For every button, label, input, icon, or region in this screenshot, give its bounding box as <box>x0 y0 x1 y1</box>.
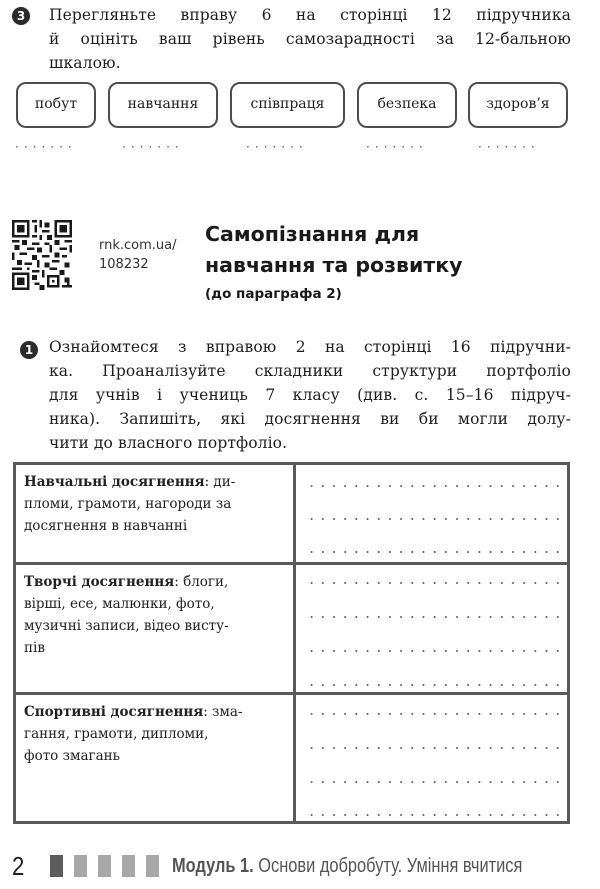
category-chip-navchannia: навчання <box>108 82 218 128</box>
task-number-badge: 3 <box>12 7 30 25</box>
section-title-line1: Самопізнання для <box>205 222 420 246</box>
answer-line[interactable] <box>306 551 559 553</box>
task-1-text <box>49 335 571 455</box>
score-blank-spivpratsia[interactable]: ······· <box>246 140 308 154</box>
task-3-line: й оцініть ваш рівень самозарадності за 12-бальною <box>49 30 571 48</box>
category-desc: фото змагань <box>24 748 120 764</box>
progress-square <box>146 855 159 877</box>
page-footer <box>12 851 599 881</box>
answer-line[interactable] <box>306 747 559 749</box>
category-desc: пів <box>24 640 45 656</box>
table-row <box>16 465 567 562</box>
achievement-category-cell <box>16 465 296 562</box>
answer-line[interactable] <box>306 485 559 487</box>
progress-square <box>122 855 135 877</box>
category-chip-zdorovia: здоров’я <box>468 82 568 128</box>
achievements-table <box>13 462 570 824</box>
category-desc: пломи, грамоти, нагороди за <box>24 496 232 512</box>
module-label: Модуль 1. <box>172 854 254 877</box>
resource-link-line2[interactable]: 108232 <box>99 257 149 272</box>
task-1-line: для учнів і учениць 7 класу (див. с. 15–16 підруч- <box>49 386 571 404</box>
answer-line[interactable] <box>306 814 559 816</box>
answer-cell[interactable] <box>296 695 567 821</box>
achievement-category-cell <box>16 695 296 821</box>
category-desc: : блоги, <box>174 574 229 590</box>
score-blank-pobut[interactable]: ······· <box>15 140 77 154</box>
task-3-text <box>49 3 571 75</box>
category-desc: : ди- <box>204 474 236 490</box>
table-row <box>16 692 567 821</box>
answer-line[interactable] <box>306 713 559 715</box>
module-caption <box>172 855 522 878</box>
category-label: Навчальні досягнення <box>24 474 205 490</box>
answer-line[interactable] <box>306 616 559 618</box>
answer-line[interactable] <box>306 518 559 520</box>
category-desc: гання, грамоти, дипломи, <box>24 726 209 742</box>
answer-cell[interactable] <box>296 565 567 692</box>
answer-cell[interactable] <box>296 465 567 562</box>
progress-square-active <box>50 855 63 877</box>
qr-code-icon[interactable] <box>12 220 72 290</box>
category-chip-pobut: побут <box>16 82 96 128</box>
category-desc: досягнення в навчанні <box>24 518 188 534</box>
category-chip-bezpeka: безпека <box>357 82 457 128</box>
section-title-line2: навчання та розвитку <box>205 253 463 277</box>
progress-square <box>98 855 111 877</box>
module-title: Основи добробуту. Уміння вчитися <box>258 854 523 877</box>
page-number: 2 <box>12 850 25 881</box>
answer-line[interactable] <box>306 582 559 584</box>
task-3-line: Перегляньте вправу 6 на сторінці 12 підручника <box>49 6 571 24</box>
category-desc: музичні записи, відео висту- <box>24 618 229 634</box>
score-blank-zdorovia[interactable]: ······· <box>478 140 540 154</box>
task-1-line: Ознайомтеся з вправою 2 на сторінці 16 підручни- <box>49 338 571 356</box>
answer-line[interactable] <box>306 650 559 652</box>
section-title <box>205 219 463 281</box>
category-chip-spivpratsia: співпраця <box>230 82 345 128</box>
task-number-badge: 1 <box>20 341 38 359</box>
category-desc: вірші, есе, малюнки, фото, <box>24 596 215 612</box>
answer-line[interactable] <box>306 781 559 783</box>
category-label: Спортивні досягнення <box>24 704 204 720</box>
section-subtitle: (до параграфа 2) <box>205 286 342 302</box>
score-blank-navchannia[interactable]: ······· <box>122 140 184 154</box>
category-desc: : зма- <box>203 704 243 720</box>
answer-line[interactable] <box>306 684 559 686</box>
resource-link[interactable] <box>99 236 177 274</box>
table-row <box>16 562 567 692</box>
resource-link-line1[interactable]: rnk.com.ua/ <box>99 238 177 253</box>
task-1-line: чити до власного портфоліо. <box>49 434 288 452</box>
task-1-line: ка. Проаналізуйте складники структури портфоліо <box>49 362 571 380</box>
task-3-line: шкалою. <box>49 54 121 72</box>
category-label: Творчі досягнення <box>24 574 175 590</box>
achievement-category-cell <box>16 565 296 692</box>
task-1-line: ника). Запишіть, які досягнення ви би могли долу- <box>49 410 571 428</box>
progress-square <box>74 855 87 877</box>
score-blank-bezpeka[interactable]: ······· <box>366 140 428 154</box>
